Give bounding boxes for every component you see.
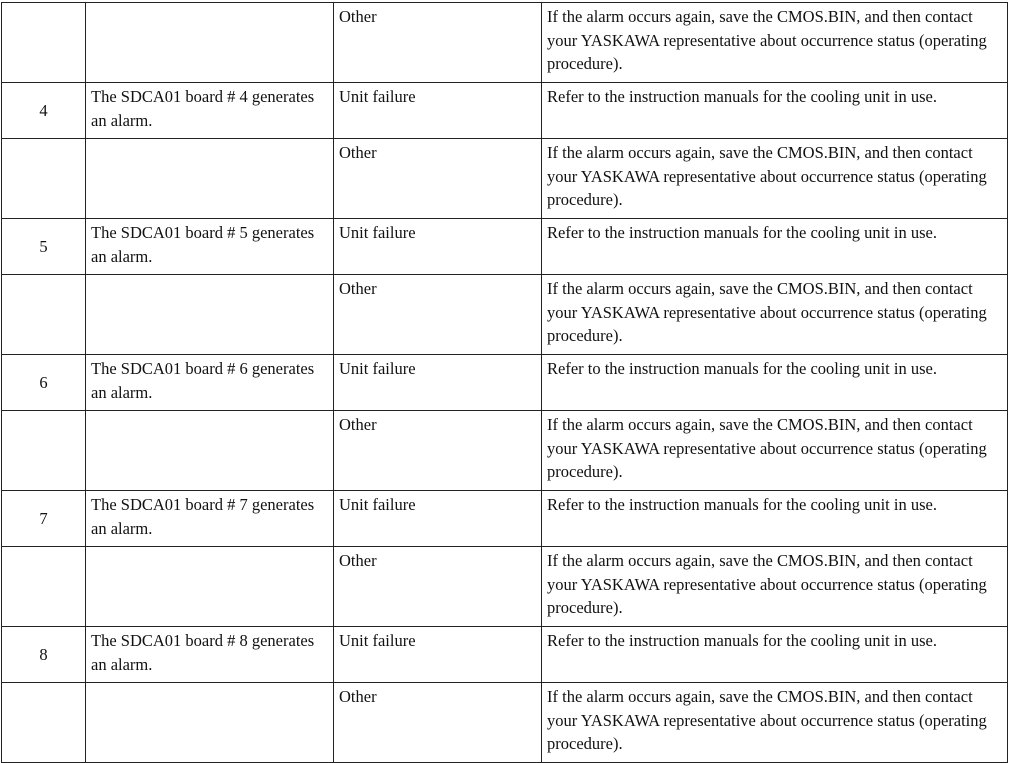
table-row [2,547,1008,627]
remedy-cell: Refer to the instruction manuals for the cooling unit in use. [542,219,1008,275]
condition-cell: The SDCA01 board # 8 generates an alarm. [86,627,334,683]
remedy-cell: Refer to the instruction manuals for the cooling unit in use. [542,491,1008,547]
number-cell [2,547,86,627]
condition-cell [86,139,334,219]
condition-cell [86,411,334,491]
number-cell [2,411,86,491]
cause-cell: Other [334,139,542,219]
table-row [2,683,1008,763]
condition-cell [86,275,334,355]
cause-cell: Other [334,547,542,627]
cause-cell: Unit failure [334,491,542,547]
table-row [2,139,1008,219]
number-cell [2,683,86,763]
number-cell: 6 [2,355,86,411]
cause-cell: Unit failure [334,355,542,411]
cause-cell: Other [334,411,542,491]
condition-cell: The SDCA01 board # 7 generates an alarm. [86,491,334,547]
condition-cell [86,3,334,83]
condition-cell: The SDCA01 board # 4 generates an alarm. [86,83,334,139]
alarm-remedy-table [1,2,1008,763]
table-row [2,411,1008,491]
cause-cell: Other [334,3,542,83]
remedy-cell: If the alarm occurs again, save the CMOS.BIN, and then contact your YASKAWA representative about occurrence status (operating procedure). [542,3,1008,83]
number-cell: 7 [2,491,86,547]
cause-cell: Unit failure [334,627,542,683]
remedy-cell: Refer to the instruction manuals for the cooling unit in use. [542,355,1008,411]
cause-cell: Unit failure [334,83,542,139]
table-row [2,83,1008,139]
number-cell [2,275,86,355]
number-cell: 4 [2,83,86,139]
table-row [2,275,1008,355]
cause-cell: Unit failure [334,219,542,275]
number-cell: 5 [2,219,86,275]
remedy-cell: If the alarm occurs again, save the CMOS.BIN, and then contact your YASKAWA representative about occurrence status (operating procedure). [542,683,1008,763]
remedy-cell: If the alarm occurs again, save the CMOS.BIN, and then contact your YASKAWA representative about occurrence status (operating procedure). [542,547,1008,627]
table-row [2,627,1008,683]
remedy-cell: If the alarm occurs again, save the CMOS.BIN, and then contact your YASKAWA representative about occurrence status (operating procedure). [542,139,1008,219]
table-row [2,491,1008,547]
cause-cell: Other [334,683,542,763]
cause-cell: Other [334,275,542,355]
condition-cell: The SDCA01 board # 6 generates an alarm. [86,355,334,411]
remedy-cell: Refer to the instruction manuals for the cooling unit in use. [542,627,1008,683]
remedy-cell: Refer to the instruction manuals for the cooling unit in use. [542,83,1008,139]
condition-cell [86,547,334,627]
number-cell: 8 [2,627,86,683]
table-row [2,355,1008,411]
table-row [2,3,1008,83]
remedy-cell: If the alarm occurs again, save the CMOS.BIN, and then contact your YASKAWA representative about occurrence status (operating procedure). [542,275,1008,355]
remedy-cell: If the alarm occurs again, save the CMOS.BIN, and then contact your YASKAWA representative about occurrence status (operating procedure). [542,411,1008,491]
number-cell [2,3,86,83]
condition-cell [86,683,334,763]
table-row [2,219,1008,275]
condition-cell: The SDCA01 board # 5 generates an alarm. [86,219,334,275]
number-cell [2,139,86,219]
